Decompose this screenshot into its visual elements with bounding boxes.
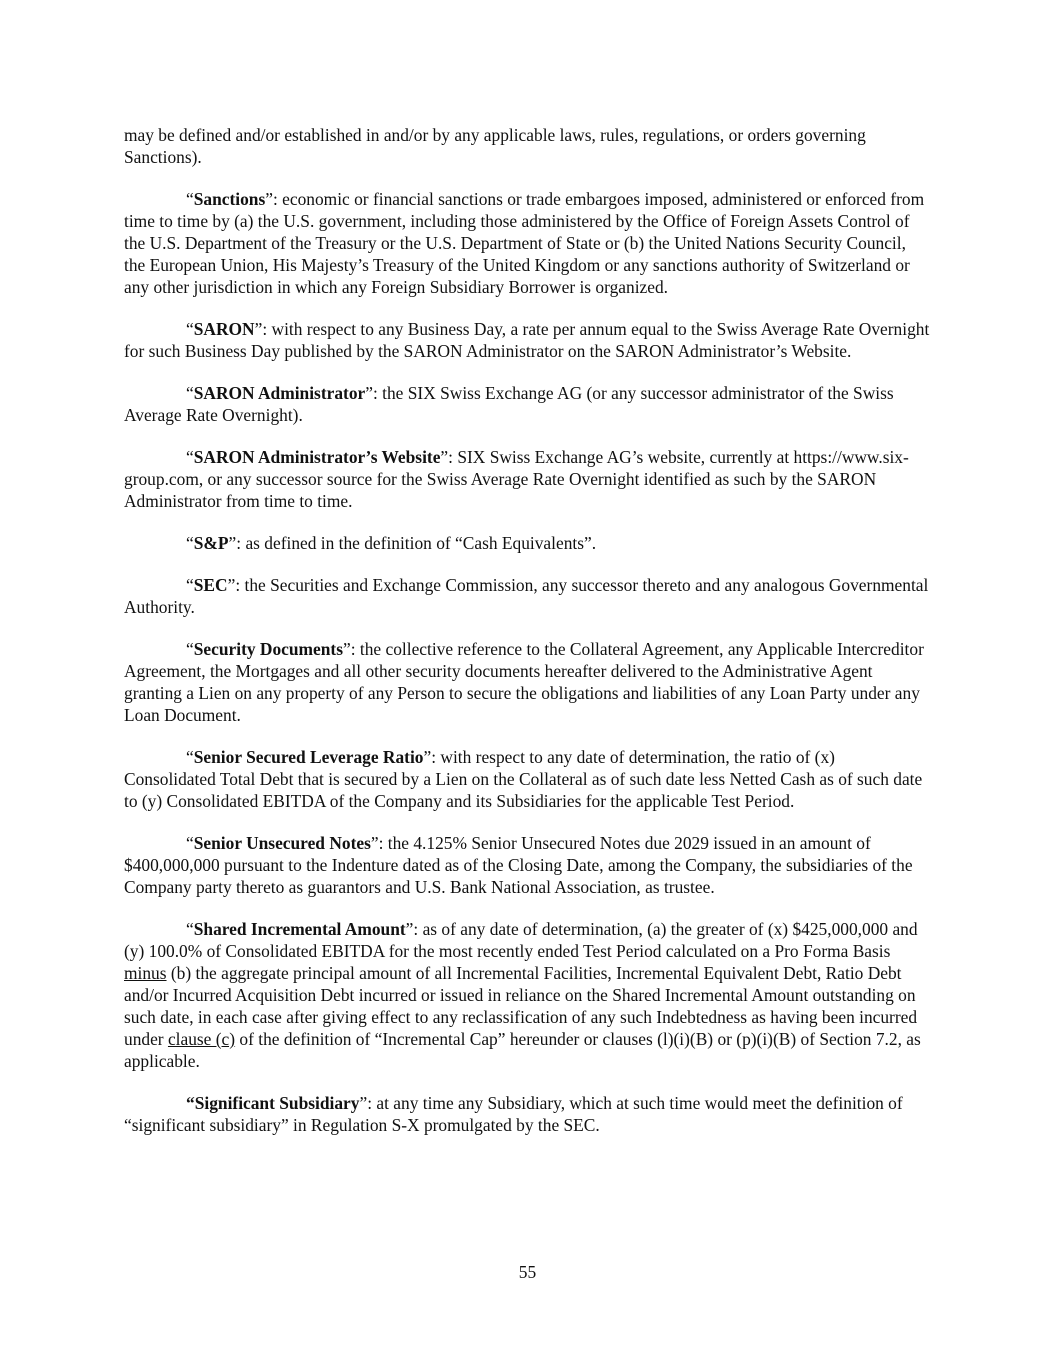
definitions-list: [124, 188, 930, 898]
close-quote: ”: [265, 189, 273, 209]
open-quote: “: [186, 833, 194, 853]
definition-text-1: : as of any date of determination, (a) the greater of (x) $425,000,000 and (y) 100.0% of Consolidated EBITDA for the most recently ended Test Period calculated on a Pro Forma Basis: [124, 919, 918, 961]
close-quote: ”: [365, 383, 373, 403]
close-quote: ”: [440, 447, 449, 467]
definition-text: : with respect to any Business Day, a rate per annum equal to the Swiss Average Rate Overnight for such Business Day published by the SARON Administrator on the SARON Administrator’s Website.: [124, 319, 930, 361]
definition-text: : at any time any Subsidiary, which at such time would meet the definition of “significant subsidiary” in Regulation S-X promulgated by the SEC.: [124, 1093, 903, 1135]
defined-term: Sanctions: [193, 189, 266, 209]
defined-term: Senior Unsecured Notes: [193, 833, 371, 853]
definition-shared-incremental-amount: [124, 918, 930, 1072]
definition-text: : with respect to any date of determination, the ratio of (x) Consolidated Total Debt that is secured by a Lien on the Collateral as of such date less Netted Cash as of such date to (y) Consolidated EBITDA of the Company and its Subsidiaries for the applicable Test Period.: [124, 747, 923, 811]
intro-paragraph: may be defined and/or established in and/or by any applicable laws, rules, regulations, or orders governing Sanctions).: [124, 125, 866, 167]
definition-text: : SIX Swiss Exchange AG’s website, currently at https://www.six-group.com, or any successor source for the Swiss Average Rate Overnight identified as such by the SARON Administrator from time to time.: [124, 447, 909, 511]
definition-paragraph: [124, 446, 930, 512]
defined-term: SARON Administrator’s Website: [193, 447, 441, 467]
definition-paragraph: [124, 638, 930, 726]
close-quote: ”: [227, 575, 236, 595]
definition-text: : the Securities and Exchange Commission, any successor thereto and any analogous Governmental Authority.: [124, 575, 929, 617]
minus-underlined: minus: [124, 963, 167, 983]
close-quote: ”: [254, 319, 263, 339]
definition-paragraph: [124, 188, 930, 298]
definition-paragraph: [124, 746, 930, 812]
definition-significant-subsidiary: [124, 1092, 930, 1136]
open-quote: “: [186, 639, 194, 659]
definition-text: : the collective reference to the Collateral Agreement, any Applicable Intercreditor Agreement, the Mortgages and all other security documents hereafter delivered to the Administrative Agent granting a Lien on any property of any Person to secure the obligations and liabilities of any Loan Party under any Loan Document.: [124, 639, 924, 725]
definition-paragraph: [124, 832, 930, 898]
page-number: 55: [518, 1262, 537, 1282]
defined-term: Shared Incremental Amount: [193, 919, 406, 939]
close-quote: ”: [359, 1093, 368, 1113]
open-quote: “: [186, 575, 194, 595]
defined-term: S&P: [193, 533, 229, 553]
definition-text-3: of the definition of “Incremental Cap” hereunder or clauses (l)(i)(B) or (p)(i)(B) of Section 7.2, as applicable.: [124, 1029, 921, 1071]
defined-term: Security Documents: [193, 639, 343, 659]
defined-term: “Significant Subsidiary: [186, 1093, 360, 1113]
document-page: [124, 124, 930, 1156]
open-quote: “: [186, 319, 194, 339]
defined-term: SARON Administrator: [193, 383, 366, 403]
definition-paragraph: [124, 318, 930, 362]
definition-text: : economic or financial sanctions or trade embargoes imposed, administered or enforced from time to time by (a) the U.S. government, including those administered by the Office of Foreign Assets Control of the U.S. Department of the Treasury or the U.S. Department of State or (b) the United Nations Security Council, the European Union, His Majesty’s Treasury of the United Kingdom or any sanctions authority of Switzerland or any other jurisdiction in which any Foreign Subsidiary Borrower is organized.: [124, 189, 925, 297]
definition-text: : as defined in the definition of “Cash Equivalents”.: [236, 533, 597, 553]
open-quote: “: [186, 747, 194, 767]
definition-paragraph: [124, 574, 930, 618]
definition-paragraph: [124, 532, 930, 554]
close-quote: ”: [423, 747, 432, 767]
open-quote: “: [186, 447, 194, 467]
defined-term: Senior Secured Leverage Ratio: [193, 747, 424, 767]
close-quote: ”: [370, 833, 379, 853]
close-quote: ”: [405, 919, 414, 939]
definition-text-2: (b) the aggregate principal amount of all Incremental Facilities, Incremental Equivalent Debt, Ratio Debt and/or Incurred Acquisition Debt incurred or issued in reliance on the Shared Incremental Amount outstanding on such date, in each case after giving effect to any reclassification of any such Indebtedness as having been incurred under: [124, 963, 918, 1049]
definition-text: : the 4.125% Senior Unsecured Notes due 2029 issued in an amount of $400,000,000 pursuant to the Indenture dated as of the Closing Date, among the Company, the subsidiaries of the Company party thereto as guarantors and U.S. Bank National Association, as trustee.: [124, 833, 913, 897]
open-quote: “: [186, 533, 194, 553]
defined-term: SARON: [193, 319, 255, 339]
clause-c-reference: clause (c): [167, 1029, 236, 1049]
close-quote: ”: [342, 639, 351, 659]
close-quote: ”: [228, 533, 237, 553]
definition-paragraph: [124, 382, 930, 426]
open-quote: “: [186, 383, 194, 403]
open-quote: “: [186, 189, 194, 209]
open-quote: “: [186, 919, 194, 939]
definition-text: : the SIX Swiss Exchange AG (or any successor administrator of the Swiss Average Rate Overnight).: [124, 383, 894, 425]
defined-term: SEC: [193, 575, 228, 595]
